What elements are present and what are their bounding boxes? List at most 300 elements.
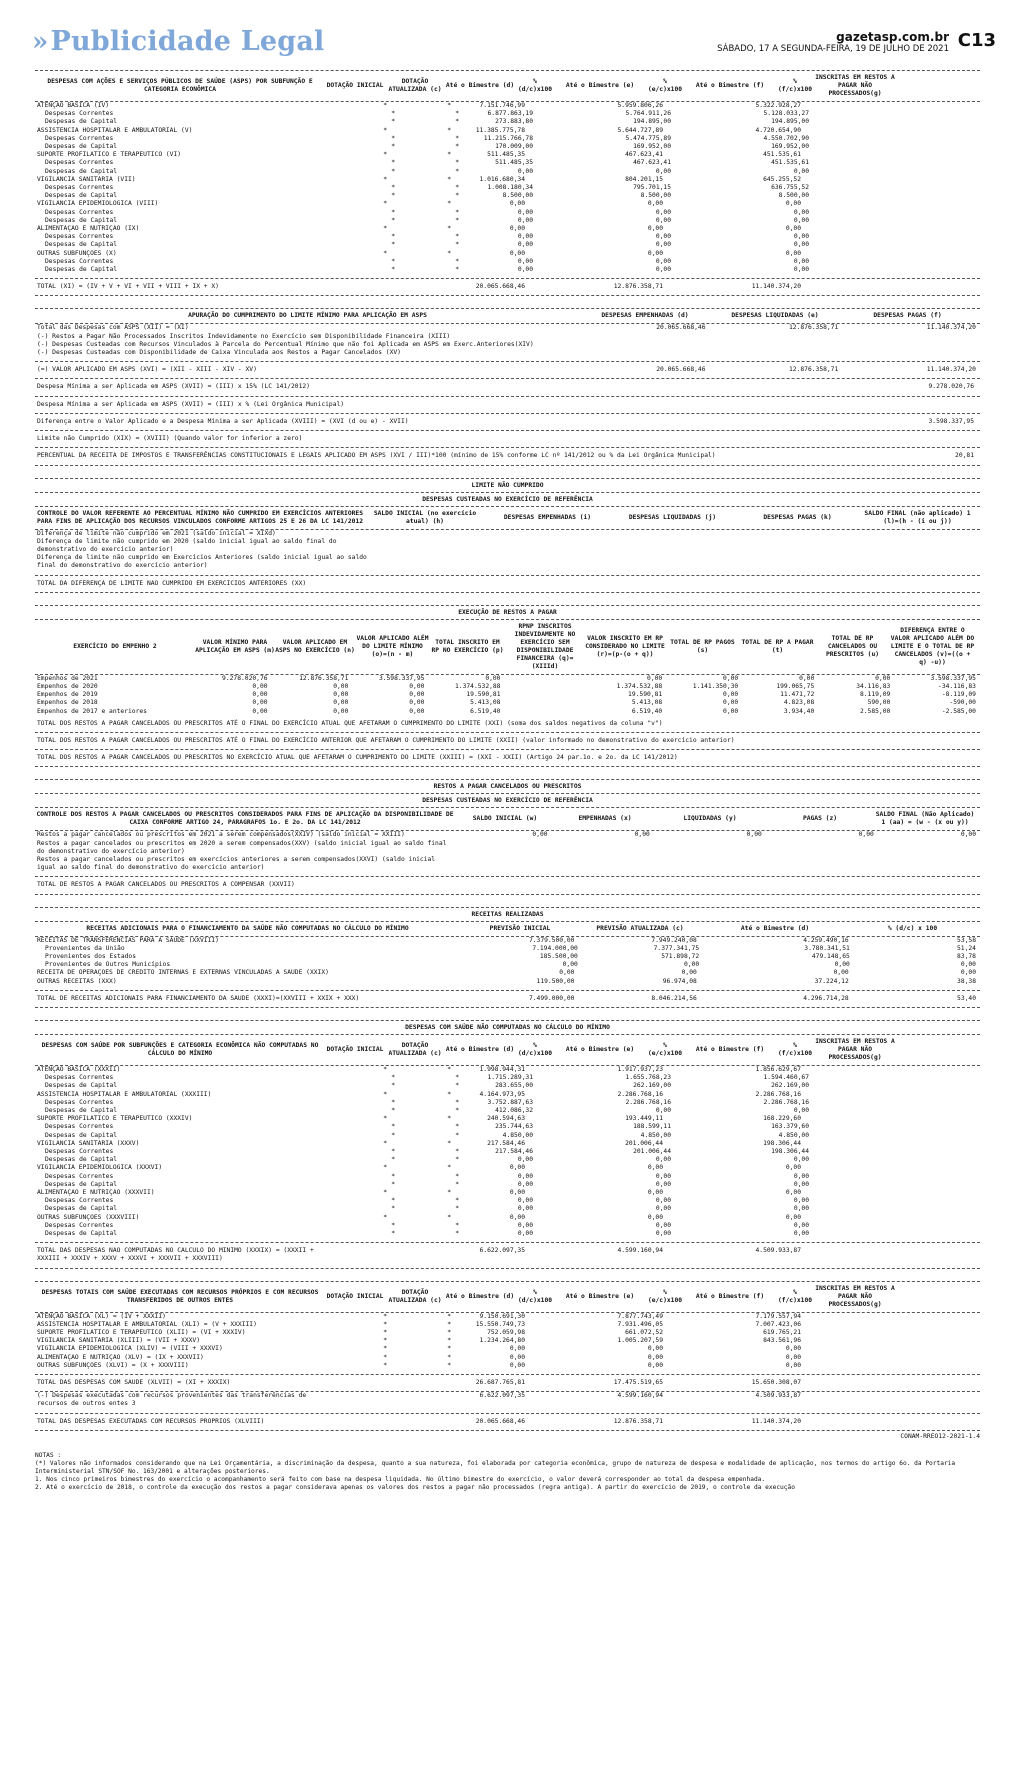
cell-value: *	[391, 134, 395, 142]
cell-value: *	[383, 1189, 387, 1197]
cell-value	[813, 1181, 857, 1189]
cell-value: 3.780.341,51	[804, 944, 850, 952]
table-row	[35, 1132, 980, 1140]
row-label: Despesas Correntes	[45, 1148, 114, 1156]
column-header: CONTROLE DO VALOR REFERENTE AO PERCENTUAL MÍNIMO NÃO CUMPRIDO EM EXERCÍCIOS ANTERIORES PARA FINS DE APLICAÇÃO DOS RECURSOS VINCULADOS CONFORME ARTIGOS 25 E 26 DA LC 141/2012	[36, 509, 364, 525]
cell-value: 7.007.423,06	[755, 1320, 801, 1328]
cell-value: 7.194.000,00	[532, 944, 578, 952]
table-row	[35, 217, 980, 225]
cell-value: *	[455, 216, 459, 224]
cell-value: 163.379,60	[771, 1123, 809, 1131]
cell-value: *	[455, 233, 459, 241]
cell-value: *	[447, 1164, 451, 1172]
column-header: VALOR APLICADO ALÉM DO LIMITE MÍNIMO (o)=(n - m)	[356, 634, 429, 658]
summary-label: PERCENTUAL DA RECEITA DE IMPOSTOS E TRANSFERÊNCIAS CONSTITUCIONAIS E LEGAIS APLICADO EM ASPS (XVI / III)*100 (mínimo de 15% conforme LC nº 141/2012 ou % da Lei Orgânica Municipal)	[37, 452, 716, 460]
cell-value: 11.385.775,78	[475, 126, 525, 134]
cell-value: 0,00	[785, 225, 801, 233]
cell-value	[813, 1205, 857, 1213]
cell-value: *	[455, 241, 459, 249]
cell-value	[805, 176, 849, 184]
table-row	[35, 856, 980, 872]
cell-value	[552, 840, 654, 856]
cell-value: 0,00	[647, 1353, 663, 1361]
table-non-computed-expenses	[35, 1020, 980, 1269]
summary-line	[35, 397, 980, 414]
cell-value: 193.449,11	[625, 1115, 663, 1123]
cell-value: *	[455, 159, 459, 167]
cell-value	[675, 266, 719, 274]
cell-value: 8.119,09	[859, 691, 891, 699]
cell-value	[849, 151, 933, 159]
cell-value: 6.877.863,19	[487, 110, 533, 118]
cell-value: 12.876.358,71	[788, 324, 839, 332]
table-row	[35, 953, 980, 961]
table-row	[35, 675, 980, 683]
cell-value	[675, 258, 719, 266]
cell-value: 0,00	[252, 682, 268, 690]
table-row	[35, 945, 980, 953]
table-row	[35, 135, 980, 143]
cell-value: 0,00	[559, 969, 575, 977]
cell-value: 37.224,12	[814, 977, 849, 985]
cell-value: 0,00	[655, 266, 671, 274]
cell-value: 0,00	[793, 167, 809, 175]
cell-value	[805, 1392, 849, 1408]
cell-value: 5.413,08	[631, 699, 663, 707]
issue-date: SÁBADO, 17 A SEGUNDA-FEIRA, 19 DE JULHO DE 2021	[717, 44, 949, 54]
cell-value	[675, 1156, 719, 1164]
cell-value: *	[383, 102, 387, 109]
cell-value: 12.876.358,71	[788, 366, 839, 374]
cell-value: 412.086,32	[495, 1107, 533, 1114]
cell-value	[529, 1164, 573, 1172]
cell-value: 2.585,00	[859, 707, 891, 715]
cell-value	[667, 283, 711, 291]
cell-value	[537, 1082, 581, 1090]
cell-value: *	[383, 151, 387, 159]
cell-value	[849, 1354, 933, 1362]
section-title: EXECUÇÃO DE RESTOS A PAGAR	[35, 606, 980, 620]
table-row	[35, 200, 980, 208]
table-row	[35, 1181, 980, 1189]
cell-value: 451.535,61	[763, 151, 801, 159]
cell-value	[857, 266, 941, 274]
cell-value: 7.179.557,94	[755, 1312, 801, 1320]
cell-value	[849, 1418, 933, 1426]
cell-value	[857, 1205, 941, 1213]
cell-value	[577, 341, 710, 349]
row-label: Provenientes da União	[45, 944, 125, 952]
row-label: Despesas Correntes	[45, 233, 114, 241]
table-header	[35, 922, 980, 937]
cell-value: 636.755,52	[771, 184, 809, 192]
cell-value: *	[391, 1156, 395, 1164]
row-label: VIGILÂNCIA EPIDEMIOLÓGICA (XLIV) = (VIII + XXXVI)	[37, 1345, 223, 1353]
table-row	[35, 538, 980, 554]
cell-value: 0,00	[647, 200, 663, 208]
table-restos-a-pagar	[35, 605, 980, 768]
cell-value	[675, 1074, 719, 1082]
summary-label: Limite não Cumprido (XIX) = (XVIII) (Quando valor for inferior a zero)	[37, 435, 303, 443]
cell-value: *	[447, 1337, 451, 1345]
note-line: 1. Nos cinco primeiros bimestres do exercício o acompanhamento será feito com base na despesa liquidada. No último bimestre do exercício, o valor deverá corresponder ao total da despesa empenhada.	[35, 1475, 766, 1483]
cell-value	[529, 127, 573, 135]
row-label: Despesas de Capital	[45, 1230, 118, 1238]
table-row	[35, 1091, 980, 1099]
cell-value	[391, 283, 455, 291]
row-label: Empenhos de 2018	[37, 699, 98, 707]
cell-value	[857, 135, 941, 143]
cell-value: 0,00	[517, 208, 533, 216]
cell-value: *	[455, 1107, 459, 1114]
cell-value: 0,00	[333, 682, 349, 690]
cell-value: *	[383, 1337, 387, 1345]
cell-value	[667, 1362, 711, 1370]
cell-value	[667, 1247, 711, 1263]
cell-value	[675, 168, 719, 176]
summary-line	[35, 750, 980, 767]
cell-value	[537, 266, 581, 274]
cell-value	[857, 1082, 941, 1090]
row-label: RECEITAS DE TRANSFERÊNCIAS PARA A SAÚDE (XXVIII)	[37, 936, 219, 944]
cell-value: 0,00	[655, 233, 671, 241]
row-label: VIGILÂNCIA SANITÁRIA (XLIII) = (VII + XXXV)	[37, 1337, 201, 1345]
cell-value: 511.485,35	[487, 151, 525, 159]
cell-value	[675, 1173, 719, 1181]
cell-value: 0,00	[723, 691, 739, 699]
cell-value	[667, 1091, 711, 1099]
cell-value	[849, 1321, 933, 1329]
cell-value	[805, 1362, 849, 1370]
cell-value: *	[447, 1090, 451, 1098]
table-row	[35, 1173, 980, 1181]
row-label: Despesas Correntes	[45, 1123, 114, 1131]
cell-value: *	[383, 1115, 387, 1123]
summary-label: Despesa Mínima a ser Aplicada em ASPS (XVII) = (III) x % (Lei Orgânica Municipal)	[37, 400, 345, 408]
cell-value: 0,00	[785, 1361, 801, 1369]
cell-value: 11.215.766,78	[483, 134, 533, 142]
cell-value: 0,00	[252, 699, 268, 707]
table-row	[35, 1189, 980, 1197]
cell-value: 0,00	[746, 831, 762, 839]
column-header: Até o Bimestre (d)	[740, 924, 810, 932]
table-total-health-expenses	[35, 1281, 980, 1440]
cell-value	[805, 1115, 849, 1123]
row-label: Provenientes dos Estados	[45, 952, 136, 960]
cell-value: 0,00	[517, 1180, 533, 1188]
cell-value: *	[455, 257, 459, 265]
cell-value	[675, 1197, 719, 1205]
cell-value: 0,00	[333, 691, 349, 699]
cell-value: 4.850,00	[778, 1131, 809, 1139]
cell-value	[805, 1140, 849, 1148]
cell-value: 20.065.668,46	[656, 324, 706, 332]
cell-value: 53,58	[957, 936, 976, 944]
cell-value: 9.278.020,76	[222, 674, 268, 682]
cell-value: 3.598.337,95	[930, 674, 976, 682]
cell-value	[813, 1107, 857, 1115]
cell-value	[667, 200, 711, 208]
cell-value: *	[455, 1098, 459, 1106]
column-header: SALDO INICIAL (w)	[472, 815, 538, 823]
table-row	[35, 1313, 980, 1321]
cell-value: *	[455, 1180, 459, 1188]
cell-value: 12.876.358,71	[299, 674, 349, 682]
cell-value	[857, 1074, 941, 1082]
cell-value: 1.141.350,30	[692, 682, 739, 690]
cell-value: 11.140.374,20	[926, 366, 976, 374]
cell-value: 0,00	[655, 1107, 671, 1114]
cell-value: 0,00	[517, 1197, 533, 1205]
cell-value: *	[455, 1074, 459, 1082]
cell-value	[675, 209, 719, 217]
row-label: Despesas Correntes	[45, 1197, 114, 1205]
cell-value: *	[447, 200, 451, 208]
table-row	[35, 184, 980, 192]
cell-value: 0,00	[647, 1189, 663, 1197]
cell-value: 5.322.928,27	[755, 102, 801, 109]
cell-value: *	[391, 1230, 395, 1238]
column-header: Até o Bimestre (d)	[445, 82, 515, 89]
table-row	[35, 1321, 980, 1329]
cell-value: 0,00	[509, 1189, 525, 1197]
row-label: Despesas de Capital	[45, 192, 118, 200]
cell-value	[849, 1066, 933, 1074]
table-row	[35, 1074, 980, 1082]
cell-value: *	[447, 225, 451, 233]
table-row	[35, 250, 980, 258]
cell-value	[857, 168, 941, 176]
row-label: Despesas de Capital	[45, 143, 118, 151]
cell-value	[805, 1337, 849, 1345]
cell-value: *	[383, 1164, 387, 1172]
double-chevron-icon: »	[32, 27, 49, 57]
cell-value: 0,00	[509, 1353, 525, 1361]
table-row	[35, 1115, 980, 1123]
table-row	[35, 708, 980, 716]
row-label: Empenhos de 2019	[37, 691, 98, 699]
cell-value: 0,00	[647, 1213, 663, 1221]
cell-value	[849, 1379, 933, 1387]
cell-value	[667, 1066, 711, 1074]
cell-value: *	[391, 1205, 395, 1213]
cell-value: *	[455, 192, 459, 200]
cell-value: 7.499.000,00	[528, 994, 575, 1002]
cell-value: 0,00	[517, 167, 533, 175]
column-header: CONTROLE DOS RESTOS A PAGAR CANCELADOS OU PRESCRITOS CONSIDERADOS PARA FINS DE APLICAÇÃO DA DISPONIBILIDADE DE CAIXA CONFORME ARTIGO 24, PARAGRAFOS 1o. E 2o. DA LC 141/2012	[36, 811, 454, 827]
cell-value: 1.594.460,67	[763, 1074, 809, 1082]
table-row	[35, 192, 980, 200]
cell-value: -8.119,09	[941, 691, 976, 699]
row-label: ASSISTÊNCIA HOSPITALAR E AMBULATORIAL (V)	[37, 126, 193, 134]
cell-value	[675, 143, 719, 151]
table-row	[35, 840, 980, 856]
column-header: DOTAÇÃO INICIAL	[326, 1045, 384, 1053]
cell-value: 0,00	[960, 831, 976, 839]
cell-value	[529, 1362, 573, 1370]
column-header: SALDO FINAL (Não Aplicado) 1 (aa) = (w - (x ou y))	[875, 811, 975, 827]
cell-value	[537, 159, 581, 167]
column-header: DESPESAS PAGAS (f)	[873, 312, 942, 320]
table-minimum-limit	[35, 308, 980, 465]
cell-value	[710, 341, 843, 349]
cell-value: *	[447, 1189, 451, 1197]
cell-value: *	[391, 1180, 395, 1188]
column-header: DESPESAS LIQUIDADAS (e)	[731, 312, 819, 320]
cell-value	[667, 1313, 711, 1321]
cell-value: *	[383, 1353, 387, 1361]
table-header	[35, 507, 980, 530]
table-row	[35, 176, 980, 184]
cell-value: 0,00	[834, 961, 850, 969]
cell-value: *	[391, 216, 395, 224]
table-row	[35, 241, 980, 249]
cell-value	[327, 283, 391, 291]
table-row	[35, 209, 980, 217]
cell-value	[529, 1189, 573, 1197]
cell-value: 0,00	[509, 1361, 525, 1369]
column-header: Até o Bimestre (e)	[565, 82, 635, 89]
cell-value: -2.585,00	[941, 707, 976, 715]
cell-value: 0,00	[833, 969, 849, 977]
table-row	[35, 969, 980, 977]
row-label: Total das Despesas com ASPS (XII) = (XI)	[37, 324, 189, 332]
cell-value: -590,00	[949, 699, 976, 707]
row-label: TOTAL DAS DESPESAS COM SAÚDE (XLVII) = (XI + XXXIX)	[37, 1379, 231, 1387]
cell-value	[849, 1189, 933, 1197]
cell-value: 0,00	[647, 1361, 663, 1369]
cell-value	[849, 1091, 933, 1099]
cell-value	[675, 192, 719, 200]
cell-value: *	[391, 110, 395, 118]
cell-value: 1.234.264,80	[479, 1337, 525, 1345]
cell-value	[327, 1392, 391, 1408]
cell-value	[667, 1115, 711, 1123]
table-row	[35, 1337, 980, 1345]
cell-value: 0,00	[655, 1230, 671, 1238]
table-row	[35, 143, 980, 151]
cell-value: 0,00	[252, 691, 268, 699]
row-label: OUTRAS SUBFUNÇÕES (XXXVIII)	[37, 1213, 140, 1221]
cell-value: 0,00	[858, 831, 874, 839]
row-label: Empenhos de 2020	[37, 682, 98, 690]
cell-value: 3.598.337,95	[378, 674, 425, 682]
cell-value	[537, 1173, 581, 1181]
cell-value: 188.599,11	[633, 1123, 671, 1131]
summary-value: 9.278.020,76	[928, 383, 974, 391]
cell-value: 0,00	[785, 1345, 801, 1353]
cell-value: 8.500,00	[640, 192, 671, 200]
cell-value: 0,00	[655, 1221, 671, 1229]
cell-value: 0,00	[793, 1205, 809, 1213]
cell-value: 0,00	[723, 674, 739, 682]
cell-value	[537, 1230, 581, 1238]
cell-value	[813, 192, 857, 200]
column-header: DESPESAS COM SAÚDE POR SUBFUNÇÕES E CATEGORIA ECONÔMICA NÃO COMPUTADAS NO CÁLCULO DO MÍNIMO	[41, 1041, 319, 1057]
cell-value	[537, 110, 581, 118]
cell-value	[537, 258, 581, 266]
cell-value	[667, 1418, 711, 1426]
cell-value	[529, 1066, 573, 1074]
cell-value	[805, 1189, 849, 1197]
row-label: (=) VALOR APLICADO EM ASPS (XVI) = (XII - XIII - XIV - XV)	[37, 366, 257, 374]
row-label: Despesas Correntes	[45, 110, 114, 118]
cell-value: 38,38	[957, 977, 976, 985]
cell-value: 4.850,00	[640, 1131, 671, 1139]
cell-value: 194.895,00	[633, 118, 671, 126]
cell-value: 4.720.654,90	[755, 126, 801, 134]
table-row	[35, 1230, 980, 1238]
cell-value: 0,00	[562, 961, 578, 969]
row-label: (-) Despesas executadas com recursos provenientes das transferências de recursos de outros entes 3	[37, 1392, 307, 1408]
table-row	[35, 151, 980, 159]
cell-value: 0,00	[793, 266, 809, 274]
cell-value: 0,00	[509, 225, 525, 233]
cell-value: 1.655.768,23	[625, 1074, 671, 1082]
cell-value	[504, 683, 585, 691]
table-header	[35, 1282, 980, 1313]
cell-value: *	[391, 1082, 395, 1090]
cell-value: 0,00	[647, 674, 663, 682]
cell-value: *	[391, 1172, 395, 1180]
cell-value: 1.374.532,88	[616, 682, 663, 690]
cell-value	[813, 110, 857, 118]
row-label: Provenientes de Outros Municípios	[45, 961, 171, 969]
table-row	[35, 1099, 980, 1107]
table-row	[35, 1222, 980, 1230]
row-label: Despesas Correntes	[45, 184, 114, 192]
cell-value: 0,00	[509, 1213, 525, 1221]
cell-value	[857, 1197, 941, 1205]
cell-value	[504, 675, 585, 683]
row-label: ASSISTÊNCIA HOSPITALAR E AMBULATORIAL (XLI) = (V + XXXIII)	[37, 1320, 257, 1328]
cell-value: 0,00	[647, 1345, 663, 1353]
column-header: DOTAÇÃO ATUALIZADA (c)	[388, 1288, 442, 1304]
cell-value	[805, 1418, 849, 1426]
cell-value: 0,00	[647, 225, 663, 233]
cell-value	[504, 691, 585, 699]
row-label: Diferença de limite não cumprido em 2021 (saldo inicial = XIXd)	[37, 529, 276, 537]
cell-value: 4.850,00	[502, 1131, 533, 1139]
cell-value	[805, 1329, 849, 1337]
cell-value	[529, 1379, 573, 1387]
cell-value: *	[383, 1312, 387, 1320]
table-row	[35, 266, 980, 274]
cell-value	[813, 168, 857, 176]
cell-value: *	[455, 1123, 459, 1131]
table-row	[35, 127, 980, 135]
cell-value	[449, 840, 551, 856]
cell-value: *	[455, 184, 459, 192]
cell-value: 19.590,81	[466, 691, 501, 699]
cell-value: *	[447, 1353, 451, 1361]
cell-value: *	[391, 118, 395, 126]
cell-value	[813, 1230, 857, 1238]
row-label: ASSISTÊNCIA HOSPITALAR E AMBULATORIAL (XXXIII)	[37, 1090, 212, 1098]
cell-value	[667, 225, 711, 233]
cell-value: *	[383, 1361, 387, 1369]
row-label: Despesas Correntes	[45, 1172, 114, 1180]
table-row	[35, 258, 980, 266]
cell-value: 19.590,81	[628, 691, 663, 699]
column-header: INSCRITAS EM RESTOS A PAGAR NÃO PROCESSADOS(g)	[815, 1037, 895, 1061]
column-header: DOTAÇÃO INICIAL	[326, 1292, 384, 1300]
cell-value: 0,00	[793, 257, 809, 265]
column-header: APURAÇÃO DO CUMPRIMENTO DO LIMITE MÍNIMO PARA APLICAÇÃO EM ASPS	[188, 312, 427, 320]
cell-value	[667, 1392, 711, 1408]
cell-value: 169.952,00	[633, 143, 671, 151]
cell-value	[849, 1313, 933, 1321]
